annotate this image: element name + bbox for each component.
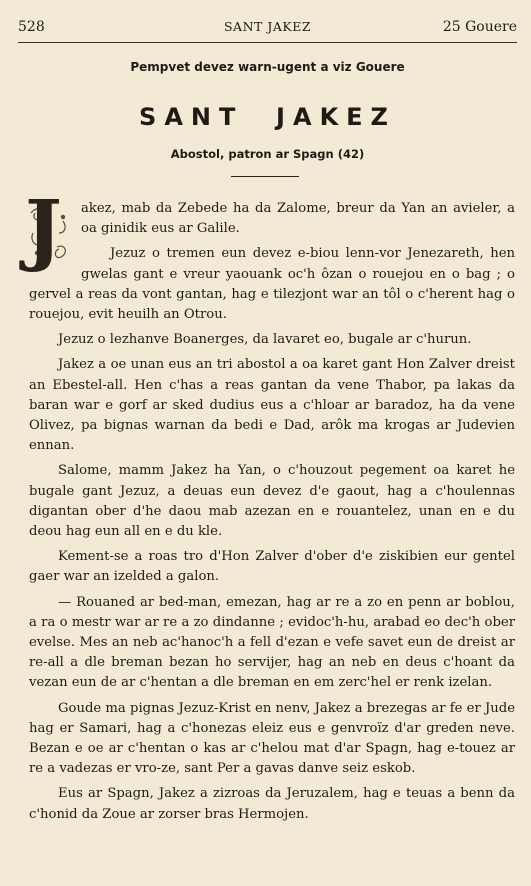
- dropcap-ornament: [25, 184, 75, 275]
- header-rule: [18, 42, 517, 43]
- dropcap-letter: J: [25, 184, 62, 275]
- paragraph: Eus ar Spagn, Jakez a zizroas da Jeruzalem, hag e teuas a benn da c'honid da Zoue ar zorser bras Hermojen.: [29, 786, 515, 822]
- paragraph: Salome, mamm Jakez ha Yan, o c'houzout pegement oa karet he bugale gant Jezuz, a deuas eun devez d'e gaout, hag a c'houlennas digantan ober d'he daou mab azezan en e rouantelez, unan en e du deou hag eun all en e du kle.: [29, 463, 515, 540]
- paragraph: Goude ma pignas Jezuz-Krist en nenv, Jakez a brezegas ar fe er Jude hag er Samari, hag a c'honezas eleiz eus e genvroïz d'ar greden neve. Bezan e oe ar c'hentan o kas ar c'helou mat d'ar Spagn, hag e-touez ar re a vadezas er vro-ze, sant Per a gavas danve seiz eskob.: [29, 700, 515, 777]
- saint-caption: Abostol, patron ar Spagn (42): [170, 147, 365, 161]
- chapter-title: SANT JAKEZ: [139, 103, 396, 131]
- feast-date-subtitle: Pempvet devez warn-ugent a viz Gouere: [130, 60, 405, 74]
- paragraph: Jezuz o tremen eun devez e-biou lenn-vor Jenezareth, hen gwelas gant e vreur yaouank oc'h ôzan o rouejou en o bag ; o gervel a reas da vont gantan, hag e tilezjont war an tôl o c'herent hag o rouejou, evit heuilh an Otrou.: [29, 246, 515, 323]
- paragraph: — Rouaned ar bed-man, emezan, hag ar re a zo en penn ar boblou, a ra o mestr war ar re a zo dindanne ; evidoc'h-hu, arabad eo dec'h ober evelse. Mes an neb ac'hanoc'h a fell d'ezan e vefe savet eun de dreist ar re-all a dle breman bezan ho servijer, hag an neb en deus c'hoant da vezan eun de ar c'hentan a dle breman en em zerc'hel er renk izelan.: [29, 594, 515, 691]
- title-separator-rule: [231, 176, 299, 177]
- running-title: SANT JAKEZ: [223, 19, 312, 34]
- paragraph: Jezuz o lezhanve Boanerges, da lavaret eo, bugale ar c'hurun.: [58, 332, 472, 348]
- running-head: [18, 16, 517, 38]
- page-number: 528: [18, 19, 45, 35]
- paragraph: Kement-se a roas tro d'Hon Zalver d'ober d'e ziskibien eur gentel gaer war an izelded a galon.: [29, 549, 515, 585]
- running-date: 25 Gouere: [442, 19, 517, 35]
- body-text: [25, 184, 515, 830]
- paragraph: J akez, mab da Zebede ha da Zalome, breur da Yan an avieler, a oa ginidik eus ar Galile.: [25, 184, 515, 275]
- paragraph: Jakez a oe unan eus an tri abostol a oa karet gant Hon Zalver dreist an Ebestel-all. Hen c'has a reas gantan da vene Thabor, pa lakas da baran war e gorf ar sked dudius eus a c'hloar ar baradoz, ha da vene Olivez, pa bignas warnan da bedi e Dad, arôk ma krogas ar Judevien ennan.: [29, 357, 515, 454]
